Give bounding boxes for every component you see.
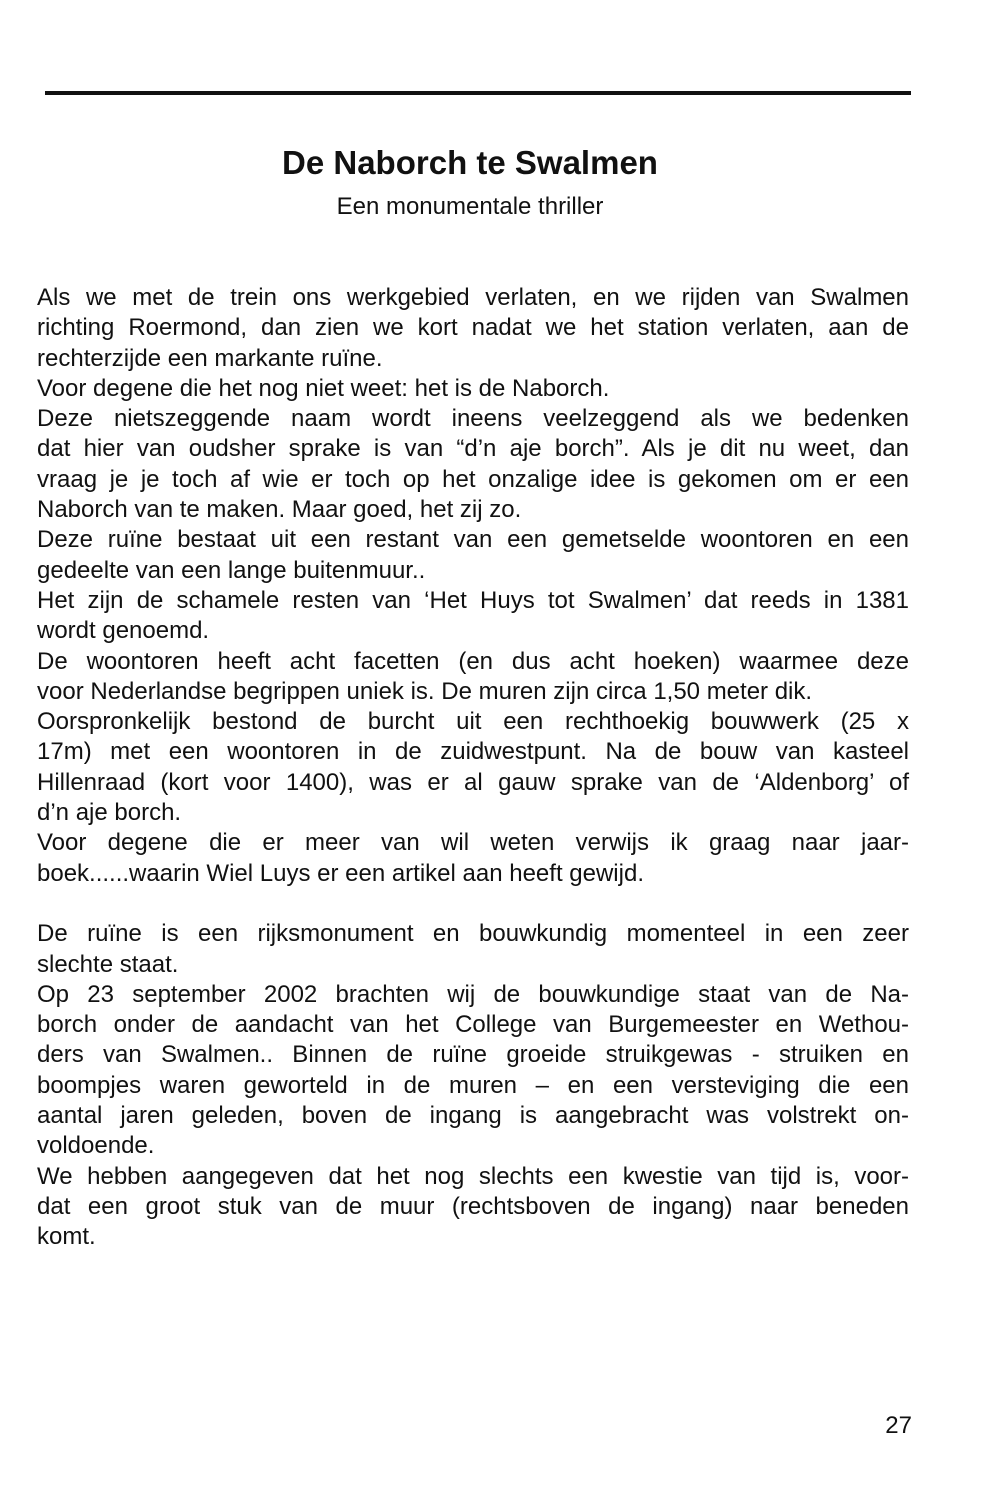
body-text bbox=[37, 283, 909, 1253]
text-line: Op 23 september 2002 brachten wij de bouwkundige staat van de Na- bbox=[37, 980, 909, 1008]
page-subtitle: Een monumentale thriller bbox=[336, 193, 604, 220]
text-line: komt. bbox=[37, 1223, 96, 1251]
text-line: gedeelte van een lange buitenmuur.. bbox=[37, 556, 426, 584]
text-line: borch onder de aandacht van het College van Burgemeester en Wethou- bbox=[37, 1011, 909, 1039]
text-line: De ruïne is een rijksmonument en bouwkundig momenteel in een zeer bbox=[37, 920, 909, 948]
text-line: We hebben aangegeven dat het nog slechts een kwestie van tijd is, voor- bbox=[37, 1162, 909, 1190]
page-title: De Naborch te Swalmen bbox=[282, 144, 658, 181]
text-line: slechte staat. bbox=[37, 950, 179, 978]
top-rule bbox=[45, 91, 911, 95]
text-line: wordt genoemd. bbox=[37, 617, 210, 645]
text-line: Deze nietszeggende naam wordt ineens veelzeggend als we bedenken bbox=[37, 405, 909, 433]
text-line: rechterzijde een markante ruïne. bbox=[37, 344, 383, 372]
text-line: voor Nederlandse begrippen uniek is. De muren zijn circa 1,50 meter dik. bbox=[37, 677, 813, 705]
text-line: boek......waarin Wiel Luys er een artikel aan heeft gewijd. bbox=[37, 859, 644, 887]
text-line: aantal jaren geleden, boven de ingang is aangebracht was volstrekt on- bbox=[37, 1102, 909, 1130]
page-number: 27 bbox=[885, 1412, 912, 1439]
blank-line bbox=[37, 889, 909, 919]
text-line: Hillenraad (kort voor 1400), was er al gauw sprake van de ‘Aldenborg’ of bbox=[37, 768, 909, 796]
text-line: dat hier van oudsher sprake is van “d’n aje borch”. Als je dit nu weet, dan bbox=[37, 435, 909, 463]
text-line: voldoende. bbox=[37, 1132, 155, 1160]
text-line: boompjes waren geworteld in de muren – en een versteviging die een bbox=[37, 1071, 909, 1099]
text-line: Oorspronkelijk bestond de burcht uit een rechthoekig bouwwerk (25 x bbox=[37, 708, 909, 736]
text-line: 17m) met een woontoren in de zuidwestpunt. Na de bouw van kasteel bbox=[37, 738, 909, 766]
text-line: d’n aje borch. bbox=[37, 799, 182, 827]
text-line: Deze ruïne bestaat uit een restant van een gemetselde woontoren en een bbox=[37, 526, 909, 554]
text-line: richting Roermond, dan zien we kort nadat we het station verlaten, aan de bbox=[37, 314, 909, 342]
text-line: dat een groot stuk van de muur (rechtsboven de ingang) naar beneden bbox=[37, 1192, 909, 1220]
text-line: Het zijn de schamele resten van ‘Het Huys tot Swalmen’ dat reeds in 1381 bbox=[37, 586, 909, 614]
text-line: De woontoren heeft acht facetten (en dus acht hoeken) waarmee deze bbox=[37, 647, 909, 675]
text-line: ders van Swalmen.. Binnen de ruïne groeide struikgewas - struiken en bbox=[37, 1041, 909, 1069]
text-line: Als we met de trein ons werkgebied verlaten, en we rijden van Swalmen bbox=[37, 284, 909, 311]
text-line: Voor degene die het nog niet weet: het is de Naborch. bbox=[37, 374, 610, 402]
text-line: Naborch van te maken. Maar goed, het zij zo. bbox=[37, 496, 522, 524]
text-line: vraag je je toch af wie er toch op het onzalige idee is gekomen om er een bbox=[37, 465, 909, 493]
text-line: Voor degene die er meer van wil weten verwijs ik graag naar jaar- bbox=[37, 829, 909, 857]
